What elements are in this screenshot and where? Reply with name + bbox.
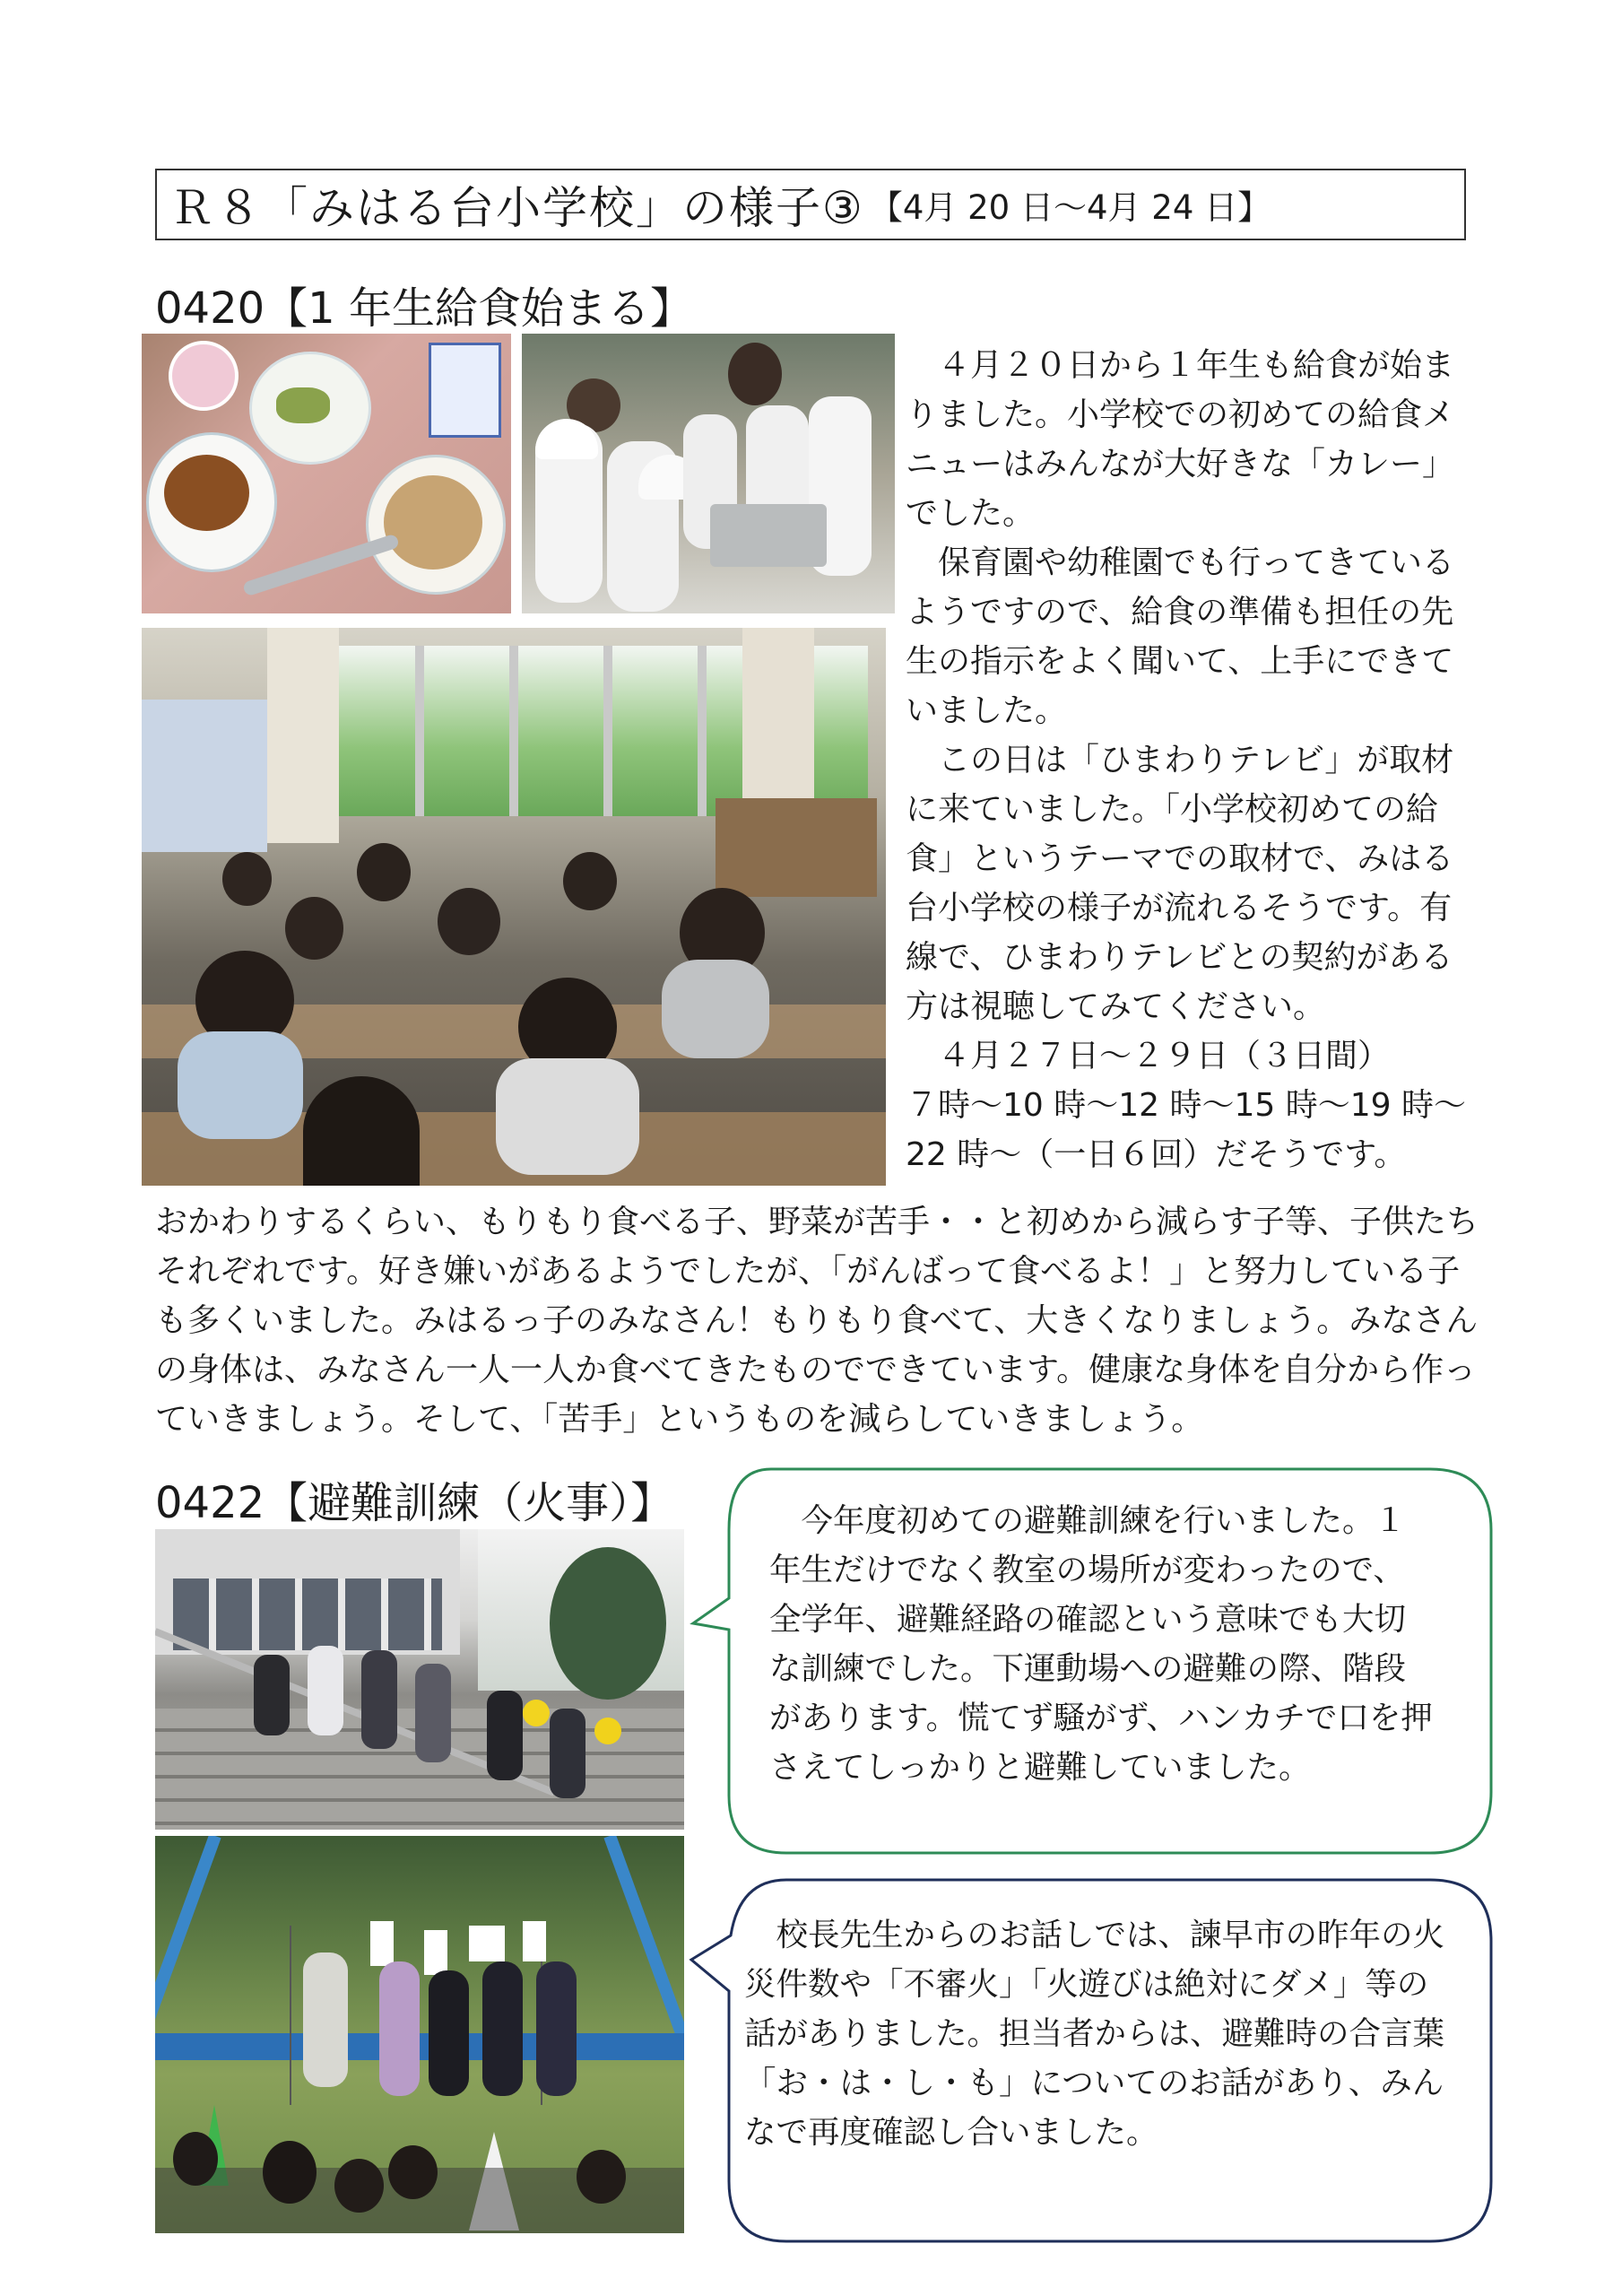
section2-heading: 0422【避難訓練（火事）】 <box>155 1478 674 1528</box>
bubble2-text: 校長先生からのお話しでは、諫早市の昨年の火災件数や「不審火」「火遊びは絶対にダメ」等の話がありました。担当者からは、避難時の合言葉「お・は・し・も」についてのお話があり、みんなで再度確認し合いました。 <box>744 1917 1445 2151</box>
photo-lunch-tray <box>142 334 511 613</box>
photo-classroom-lunch <box>142 628 886 1186</box>
page-title-box <box>155 169 1466 240</box>
section1-heading: 0420【1 年生給食始まる】 <box>155 283 693 334</box>
photo-kids-serving <box>522 334 895 613</box>
section1-paragraph-5: ７時～10 時～12 時～15 時～19 時～22 時～（一日６回）だそうです。 <box>906 1087 1467 1173</box>
section1-paragraph-2: 保育園や幼稚園でも行ってきているようですので、給食の準備も担任の先生の指示をよく聞いて、上手にできていました。 <box>906 544 1455 729</box>
photo-principal-talk <box>155 1836 684 2233</box>
bubble1-text: 今年度初めての避難訓練を行いました。１年生だけでなく教室の場所が変わったので、全学年、避難経路の確認という意味でも大切な訓練でした。下運動場への避難の際、階段があります。慌てず騒がず、ハンカチで口を押さえてしっかりと避難していました。 <box>769 1502 1433 1786</box>
section1-article-text <box>906 341 1470 1179</box>
page-title: Ｒ８「みはる台小学校」の様子③ <box>169 182 864 234</box>
section1-body-full: おかわりするくらい、もりもり食べる子、野菜が苦手・・と初めから減らす子等、子供たちそれぞれです。好き嫌いがあるようでしたが、「がんばって食べるよ！」と努力している子も多くいました。みはるっ子のみなさん！もりもり食べて、大きくなりましょう。みなさんの身体は、みなさん一人一人か食べてきたものでできています。健康な身体を自分から作っていきましょう。そして、「苦手」というものを減らしていきましょう。 <box>155 1204 1479 1438</box>
page-date-range: 【4月 20 日～4月 24 日】 <box>869 188 1271 227</box>
section1-paragraph-1: ４月２０日から１年生も給食が始まりました。小学校での初めての給食メニューはみんなが大好きな「カレー」でした。 <box>906 347 1455 532</box>
photo-evacuation-stairs <box>155 1529 684 1830</box>
section1-paragraph-3: この日は「ひまわりテレビ」が取材に来ていました。「小学校初めての給食」というテーマでの取材で、みはる台小学校の様子が流れるそうです。有線で、ひまわりテレビとの契約がある方は視聴してみてください。 <box>906 742 1454 1025</box>
section1-paragraph-4: ４月２７日～２９日（３日間） <box>906 1038 1391 1074</box>
